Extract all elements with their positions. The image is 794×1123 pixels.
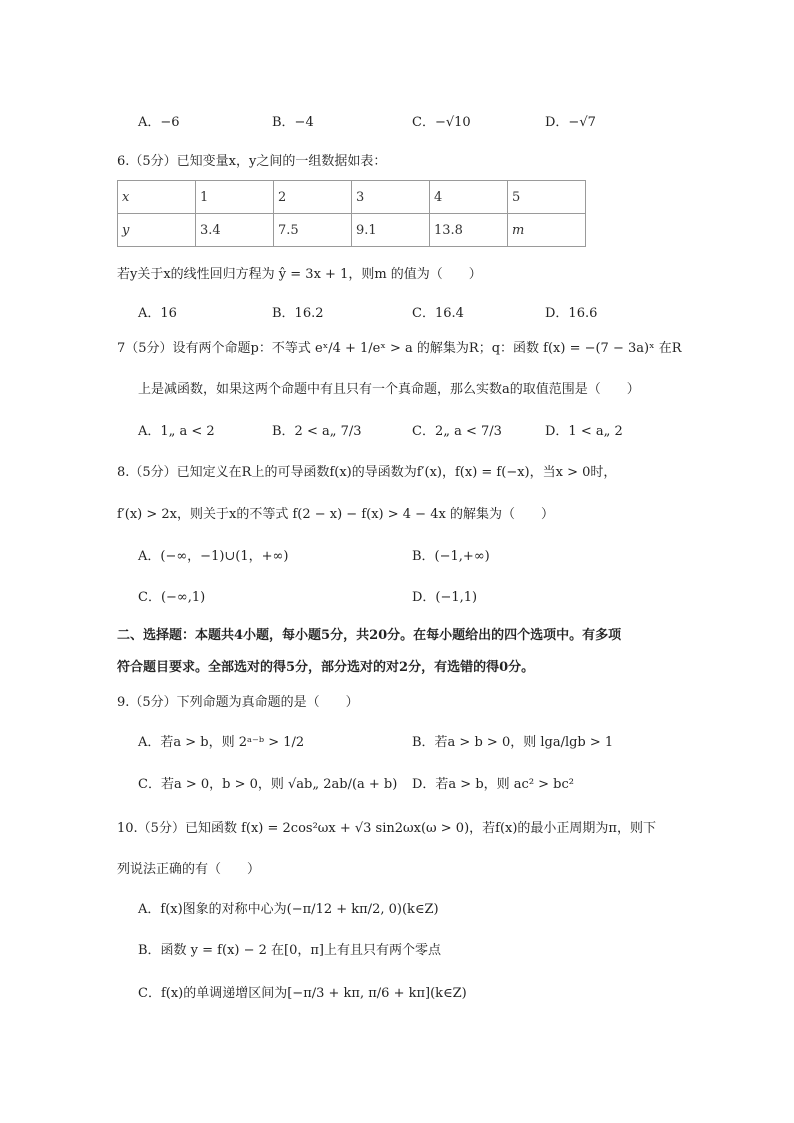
table-cell: 13.8 [430,214,508,247]
q8-option-c: C．(−∞,1) [138,590,206,605]
q6-option-d: D．16.6 [545,306,598,321]
q6-followup: 若y关于x的线性回归方程为 ŷ = 3x + 1，则m 的值为（ ） [117,267,482,282]
q9-option-a: A．若a > b，则 2ᵃ⁻ᵇ > 1/2 [138,735,305,750]
table-cell: 3 [352,181,430,214]
q8-option-d: D．(−1,1) [412,590,478,605]
q5-option-b: B．−4 [272,115,314,130]
q9-stem: 9.（5分）下列命题为真命题的是（ ） [117,695,359,710]
q6-option-a: A．16 [138,306,177,321]
q7-option-b: B．2 < a„ 7/3 [272,424,362,439]
table-cell: 1 [196,181,274,214]
data-table [117,180,586,247]
section-2-heading-line1: 二、选择题：本题共4小题，每小题5分，共20分。在每小题给出的四个选项中。有多项 [117,628,622,643]
q5-option-c: C．−√10 [412,115,471,130]
q9-option-b: B．若a > b > 0，则 lga/lgb > 1 [412,735,614,750]
table-cell: 2 [274,181,352,214]
q5-option-d: D．−√7 [545,115,596,130]
q7-line1: 7（5分）设有两个命题p：不等式 eˣ/4 + 1/eˣ > a 的解集为R；q：函数 f(x) = −(7 − 3a)ˣ 在R [117,341,682,356]
q9-option-c: C．若a > 0，b > 0，则 √ab„ 2ab/(a + b) [138,777,398,792]
q7-option-a: A．1„ a < 2 [138,424,215,439]
table-row [118,214,586,247]
q10-option-c: C．f(x)的单调递增区间为[−π/3 + kπ, π/6 + kπ](k∈Z) [138,986,467,1001]
q6-option-b: B．16.2 [272,306,324,321]
q10-line2: 列说法正确的有（ ） [117,862,261,877]
table-cell: 9.1 [352,214,430,247]
table-cell: m [508,214,586,247]
q6-stem: 6.（5分）已知变量x，y之间的一组数据如表： [117,154,387,169]
q9-option-d: D．若a > b，则 ac² > bc² [412,777,574,792]
table-cell: 7.5 [274,214,352,247]
q10-option-a: A．f(x)图象的对称中心为(−π/12 + kπ/2, 0)(k∈Z) [138,902,439,917]
table-cell: 3.4 [196,214,274,247]
q7-option-d: D．1 < a„ 2 [545,424,623,439]
q6-option-c: C．16.4 [412,306,464,321]
q5-option-a: A．−6 [138,115,180,130]
table-cell: 4 [430,181,508,214]
table-cell: 5 [508,181,586,214]
q8-line1: 8.（5分）已知定义在R上的可导函数f(x)的导函数为f′(x)，f(x) = f(−x)，当x > 0时， [117,465,617,480]
q10-option-b: B．函数 y = f(x) − 2 在[0，π]上有且只有两个零点 [138,943,441,958]
table-cell: y [118,214,196,247]
q8-option-a: A．(−∞，−1)∪(1，+∞) [138,549,289,564]
q7-option-c: C．2„ a < 7/3 [412,424,502,439]
q7-line2: 上是减函数，如果这两个命题中有且只有一个真命题，那么实数a的取值范围是（ ） [138,382,640,397]
section-2-heading-line2: 符合题目要求。全部选对的得5分，部分选对的对2分，有选错的得0分。 [117,660,535,675]
q8-line2: f′(x) > 2x，则关于x的不等式 f(2 − x) − f(x) > 4 − 4x 的解集为（ ） [117,507,554,522]
table-row [118,181,586,214]
q10-line1: 10.（5分）已知函数 f(x) = 2cos²ωx + √3 sin2ωx(ω > 0)，若f(x)的最小正周期为π，则下 [117,821,656,836]
table-cell: x [118,181,196,214]
q8-option-b: B．(−1,+∞) [412,549,490,564]
